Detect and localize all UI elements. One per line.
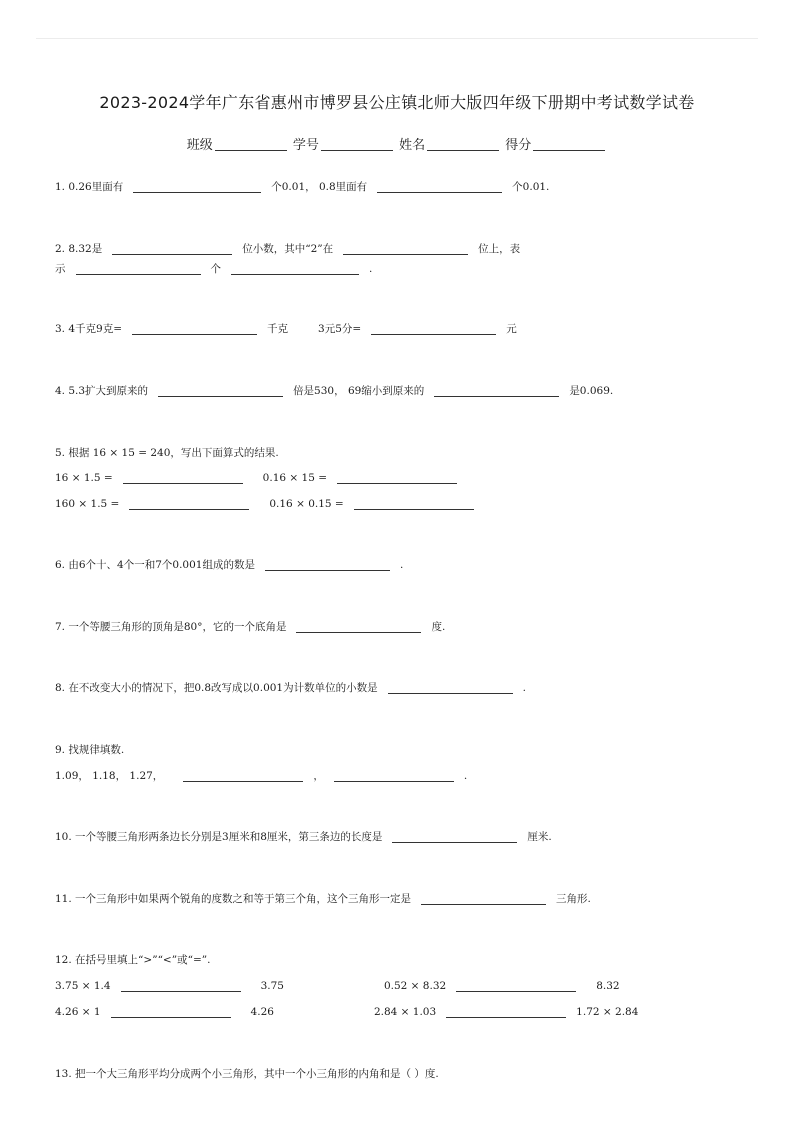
question-2: 2. 8.32是 位小数，其中“2”在 位上，表 — [55, 243, 521, 255]
answer-blank[interactable] — [123, 472, 243, 484]
score-blank[interactable] — [533, 138, 605, 151]
question-6: 6. 由6个十、4个一和7个0.001组成的数是 . — [55, 559, 404, 571]
answer-blank[interactable] — [334, 770, 454, 782]
answer-blank[interactable] — [231, 263, 359, 275]
answer-blank[interactable] — [76, 263, 201, 275]
answer-blank[interactable] — [434, 385, 559, 397]
question-12-row-1: 3.75 × 1.4 3.75 0.52 × 8.32 8.32 — [55, 980, 620, 992]
answer-blank[interactable] — [133, 181, 261, 193]
answer-blank[interactable] — [456, 980, 576, 992]
question-4: 4. 5.3扩大到原来的 倍是530， 69缩小到原来的 是0.069. — [55, 385, 614, 397]
question-3: 3. 4千克9克= 千克 3元5分= 元 — [55, 323, 517, 335]
question-5-row-2: 160 × 1.5 = 0.16 × 0.15 = — [55, 497, 474, 511]
question-8: 8. 在不改变大小的情况下，把0.8改写成以0.001为计数单位的小数是 . — [55, 682, 526, 694]
answer-blank[interactable] — [343, 243, 468, 255]
answer-blank[interactable] — [112, 243, 232, 255]
name-blank[interactable] — [427, 138, 499, 151]
answer-blank[interactable] — [377, 181, 502, 193]
student-info-row — [0, 134, 794, 153]
answer-blank[interactable] — [132, 323, 257, 335]
answer-blank[interactable] — [421, 893, 546, 905]
number-blank[interactable] — [321, 138, 393, 151]
name-label: 姓名 — [399, 138, 426, 153]
answer-blank[interactable] — [337, 472, 457, 484]
answer-blank[interactable] — [388, 682, 513, 694]
answer-blank[interactable] — [121, 980, 241, 992]
answer-blank[interactable] — [158, 385, 283, 397]
answer-blank[interactable] — [371, 323, 496, 335]
number-label: 学号 — [292, 138, 319, 153]
answer-blank[interactable] — [296, 621, 421, 633]
question-12: 12. 在括号里填上“>”“<”或“=”. — [55, 954, 211, 966]
question-10: 10. 一个等腰三角形两条边长分别是3厘米和8厘米，第三条边的长度是 厘米. — [55, 831, 552, 843]
question-5-row-1: 16 × 1.5 = 0.16 × 15 = — [55, 471, 457, 485]
answer-blank[interactable] — [183, 770, 303, 782]
score-label: 得分 — [505, 138, 532, 153]
answer-blank[interactable] — [265, 559, 390, 571]
class-blank[interactable] — [215, 138, 287, 151]
question-9: 9. 找规律填数. — [55, 744, 125, 756]
question-13: 13. 把一个大三角形平均分成两个小三角形，其中一个小三角形的内角和是（ ）度. — [55, 1068, 439, 1080]
answer-blank[interactable] — [129, 498, 249, 510]
question-11: 11. 一个三角形中如果两个锐角的度数之和等于第三个角，这个三角形一定是 三角形. — [55, 893, 591, 905]
question-9-row: 1.09， 1.18， 1.27， ， . — [55, 770, 468, 782]
question-1: 1. 0.26里面有 个0.01， 0.8里面有 个0.01. — [55, 181, 550, 193]
exam-title: 2023-2024学年广东省惠州市博罗县公庄镇北师大版四年级下册期中考试数学试卷 — [99, 93, 695, 112]
answer-blank[interactable] — [392, 831, 517, 843]
answer-blank[interactable] — [446, 1006, 566, 1018]
answer-blank[interactable] — [354, 498, 474, 510]
class-label: 班级 — [186, 138, 213, 153]
question-12-row-2: 4.26 × 1 4.26 2.84 × 1.03 1.72 × 2.84 — [55, 1006, 639, 1018]
question-7: 7. 一个等腰三角形的顶角是80°，它的一个底角是 度. — [55, 621, 446, 633]
question-5: 5. 根据 16 × 15 = 240，写出下面算式的结果. — [55, 447, 279, 459]
question-2-continued: 示 个 . — [55, 263, 373, 275]
answer-blank[interactable] — [111, 1006, 231, 1018]
top-divider — [36, 38, 758, 39]
